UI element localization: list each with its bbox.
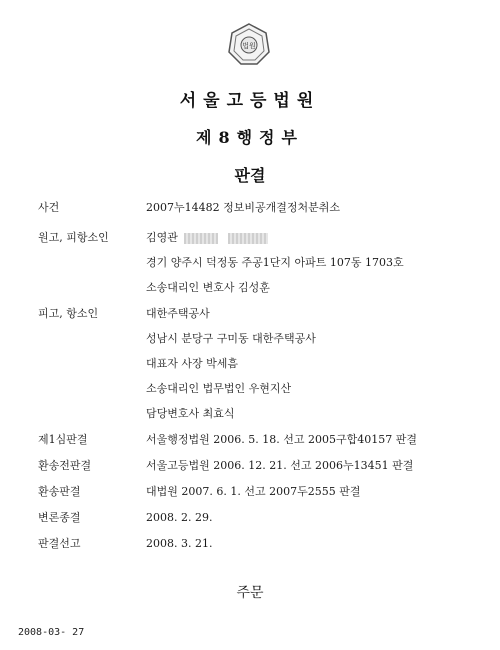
closing-value: 2008. 2. 29. — [146, 511, 213, 524]
redacted-block — [228, 233, 268, 244]
remand-before-value: 서울고등법원 2006. 12. 21. 선고 2006누13451 판결 — [146, 459, 414, 472]
defendant-counsel: 소송대리인 법무법인 우현지산 — [146, 382, 292, 395]
case-value: 2007누14482 정보비공개결정처분취소 — [146, 201, 340, 214]
defendant-address: 성남시 분당구 구미동 대한주택공사 — [146, 332, 316, 345]
remand-before-label: 환송전판결 — [38, 459, 92, 472]
redacted-block — [184, 233, 218, 244]
plaintiff-name-row — [146, 231, 268, 245]
ruling-value: 2008. 3. 21. — [146, 537, 213, 550]
defendant-name: 대한주택공사 — [146, 307, 210, 320]
defendant-representative: 대표자 사장 박세흠 — [146, 357, 239, 370]
plaintiff-address: 경기 양주시 덕정동 주공1단지 아파트 107동 1703호 — [146, 256, 404, 269]
plaintiff-label: 원고, 피항소인 — [38, 231, 109, 244]
plaintiff-name: 김영관 — [146, 231, 178, 244]
defendant-lawyer: 담당변호사 최효식 — [146, 407, 235, 420]
court-name: 서울고등법원 — [179, 91, 321, 111]
first-instance-value: 서울행정법원 2006. 5. 18. 선고 2005구합40157 판결 — [146, 433, 417, 446]
order-heading: 주문 — [236, 585, 264, 601]
first-instance-label: 제1심판결 — [38, 433, 88, 446]
plaintiff-counsel: 소송대리인 변호사 김성훈 — [146, 281, 270, 294]
remand-label: 환송판결 — [38, 485, 81, 498]
defendant-label: 피고, 항소인 — [38, 307, 99, 320]
closing-label: 변론종결 — [38, 511, 81, 524]
case-label: 사건 — [38, 201, 60, 214]
ruling-label: 판결선고 — [38, 537, 81, 550]
division-name: 제8행정부 — [196, 128, 304, 147]
remand-value: 대법원 2007. 6. 1. 선고 2007두2555 판결 — [146, 485, 361, 498]
document-title-text: 판결 — [234, 166, 266, 185]
document-title — [0, 163, 500, 186]
court-seal-icon — [227, 22, 271, 66]
seal-text: 법원 — [242, 42, 256, 50]
stamp-date: 2008-03- 27 — [18, 627, 85, 638]
